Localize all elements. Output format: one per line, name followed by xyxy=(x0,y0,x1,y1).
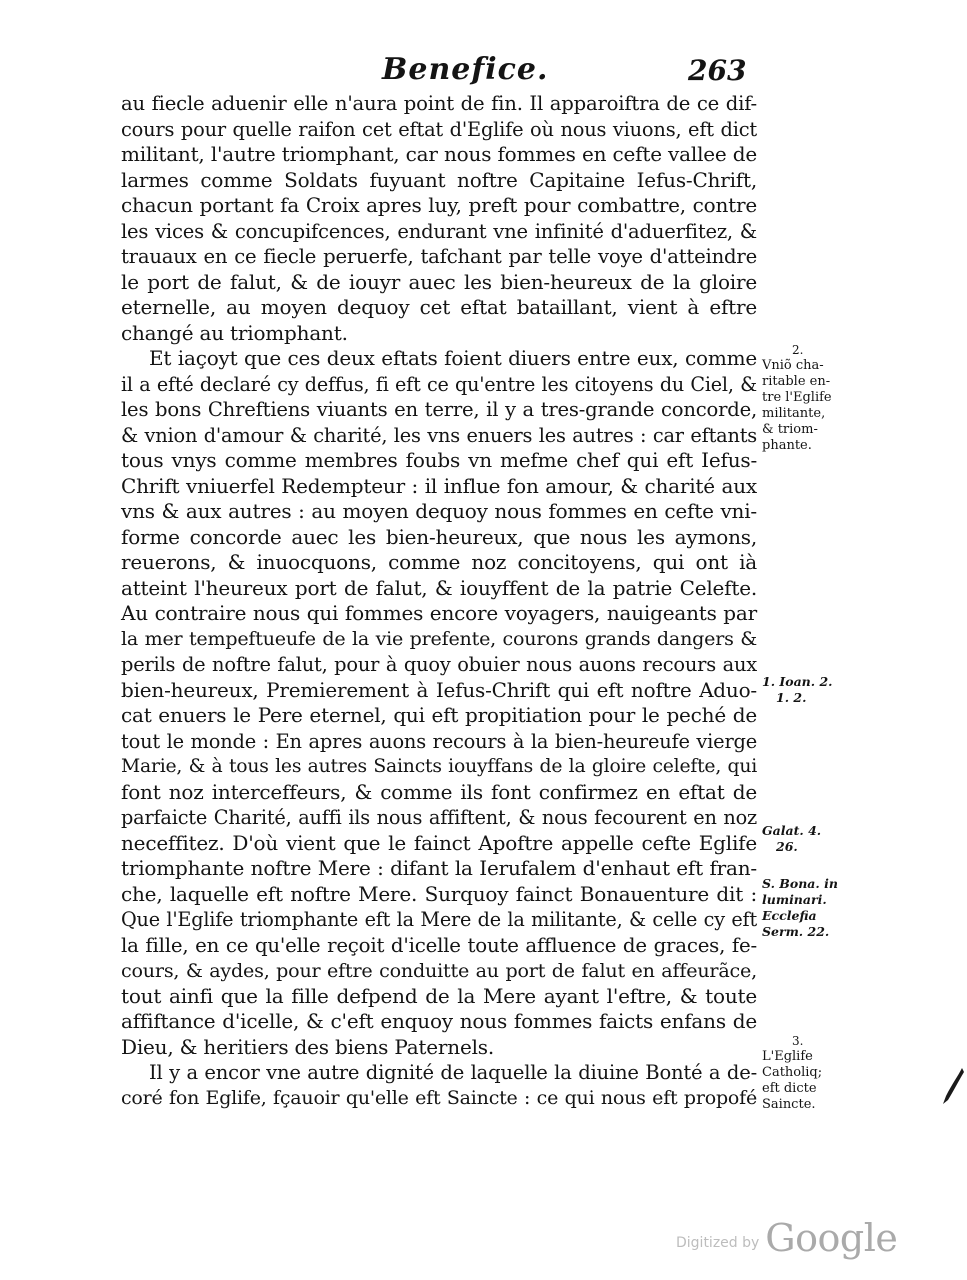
text-line: tous vnys comme membres foubs vn mefme chef qui eft Iefus- xyxy=(121,448,757,472)
margin-note-line: S. Bona. in xyxy=(762,876,838,891)
text-line: cat enuers le Pere eternel, qui eft propitiation pour le peché de xyxy=(121,703,757,727)
watermark-brand: Google xyxy=(765,1216,898,1260)
body-text xyxy=(121,91,757,1111)
margin-note-number: 3. xyxy=(792,1034,804,1048)
text-line: au fiecle aduenir elle n'aura point de fin. Il apparoiftra de ce dif- xyxy=(121,92,757,115)
margin-note-number: 2. xyxy=(792,343,804,357)
margin-note-line: Catholiq; xyxy=(762,1065,823,1080)
margin-note-saincte xyxy=(762,1033,822,1113)
text-line: la mer tempeftueufe de la vie prefente, courons grands dangers & xyxy=(121,627,757,650)
text-line: militant, l'autre triomphant, car nous fommes en cefte vallee de xyxy=(121,142,757,166)
digitized-watermark xyxy=(676,1216,897,1260)
text-line: Au contraire nous qui fommes encore voyagers, nauigeants par xyxy=(121,601,757,625)
margin-note-line: phante. xyxy=(762,438,812,453)
text-line: cours, & aydes, pour eftre conduitte au port de falut en affeurãce, xyxy=(121,959,757,982)
text-line: font noz interceffeurs, & comme ils font confirmez en eftat de xyxy=(121,779,757,804)
text-line: Et iaçoyt que ces deux eftats foient diuers entre eux, comme xyxy=(149,346,757,370)
margin-note-union xyxy=(762,342,832,454)
margin-note-galat xyxy=(762,823,821,855)
margin-note-line: L'Eglife xyxy=(762,1049,813,1064)
text-line: Dieu, & heritiers des biens Paternels. xyxy=(121,1034,494,1059)
text-line: & vnion d'amour & charité, les vns enuers les autres : car eftants xyxy=(121,423,757,447)
text-line: forme concorde auec les bien-heureux, que nous les aymons, xyxy=(121,524,757,549)
margin-note-line: 1. 2. xyxy=(776,690,807,705)
margin-note-line: ritable en- xyxy=(762,374,831,389)
margin-note-line: tre l'Eglife xyxy=(762,390,832,405)
ink-mark-icon xyxy=(940,1066,966,1106)
text-line: larmes comme Soldats fuyuant noftre Capitaine Iefus-Chrift, xyxy=(121,167,757,192)
text-line: tout ainfi que la fille defpend de la Mere ayant l'eftre, & toute xyxy=(121,983,757,1008)
text-line: affiftance d'icelle, & c'eft enquoy nous fommes faicts enfans de xyxy=(121,1009,757,1033)
text-line: eternelle, au moyen dequoy cet eftat bataillant, vient à eftre xyxy=(121,295,757,319)
running-header-title: Benefice. xyxy=(382,52,549,87)
text-line: il a efté declaré cy deffus, fi eft ce qu'entre les citoyens du Ciel, & xyxy=(121,372,757,396)
margin-note-line: luminari. xyxy=(762,892,827,907)
text-line: chacun portant fa Croix apres luy, preft pour combattre, contre xyxy=(121,193,757,217)
margin-note-line: Vniõ cha- xyxy=(762,358,824,373)
text-line: trauaux en ce fiecle peruerfe, tafchant par telle voye d'atteindre xyxy=(121,245,757,268)
margin-note-line: Saincte. xyxy=(762,1097,816,1112)
margin-note-ioan xyxy=(762,674,833,706)
watermark-prefix: Digitized by xyxy=(676,1235,760,1251)
text-line: tout le monde : En apres auons recours à la bien-heureufe vierge xyxy=(121,729,757,753)
text-line: neceffitez. D'où vient que le fainct Apoftre appelle cefte Eglife xyxy=(121,830,757,855)
text-line: atteint l'heureux port de falut, & iouyffent de la patrie Celefte. xyxy=(121,575,757,600)
text-line: perils de noftre falut, pour à quoy obuier nous auons recours aux xyxy=(121,653,757,676)
text-line: reuerons, & inuocquons, comme noz concitoyens, qui ont ià xyxy=(121,550,757,574)
text-line: vns & aux autres : au moyen dequoy nous fommes en cefte vni- xyxy=(121,499,757,523)
text-line: les bons Chreftiens viuants en terre, il y a tres-grande concorde, xyxy=(121,398,757,421)
margin-note-line: militante, xyxy=(762,406,826,421)
text-line: coré fon Eglife, fçauoir qu'elle eft Saincte : ce qui nous eft propofé xyxy=(121,1086,757,1109)
text-line: che, laquelle eft noftre Mere. Surquoy fainct Bonauenture dit : xyxy=(121,881,757,906)
margin-note-bonaventure xyxy=(762,876,838,940)
text-line: la fille, en ce qu'elle reçoit d'icelle toute affluence de graces, fe- xyxy=(121,933,757,957)
text-line: Marie, & à tous les autres Saincts iouyffans de la gloire celefte, qui xyxy=(121,756,757,777)
text-line: Il y a encor vne autre dignité de laquelle la diuine Bonté a de- xyxy=(149,1061,757,1084)
text-line: le port de falut, & de iouyr auec les bien-heureux de la gloire xyxy=(121,269,757,294)
margin-note-line: & triom- xyxy=(762,422,818,437)
text-line: Chrift vniuerfel Redempteur : il influe fon amour, & charité aux xyxy=(121,473,757,498)
text-line: les vices & concupifcences, endurant vne infinité d'aduerfitez, & xyxy=(121,219,757,243)
margin-note-line: Serm. 22. xyxy=(762,924,830,939)
margin-note-line: 1. Ioan. 2. xyxy=(762,674,833,689)
margin-note-line: Ecclefia xyxy=(762,908,817,923)
text-line: changé au triomphant. xyxy=(121,320,348,345)
text-line: Que l'Eglife triomphante eft la Mere de la militante, & celle cy eft xyxy=(121,908,757,931)
margin-note-line: 26. xyxy=(776,839,798,854)
text-line: triomphante noftre Mere : difant la Ierufalem d'enhaut eft fran- xyxy=(121,856,757,880)
text-line: parfaicte Charité, auffi ils nous affiftent, & nous fecourent en noz xyxy=(121,806,757,829)
text-line: bien-heureux, Premierement à Iefus-Chrift qui eft noftre Aduo- xyxy=(121,677,757,702)
margin-note-line: eft dicte xyxy=(762,1081,817,1096)
margin-note-line: Galat. 4. xyxy=(762,823,822,838)
text-line: cours pour quelle raifon cet eftat d'Eglife où nous viuons, eft dict xyxy=(121,117,757,141)
page-number: 263 xyxy=(688,54,747,87)
